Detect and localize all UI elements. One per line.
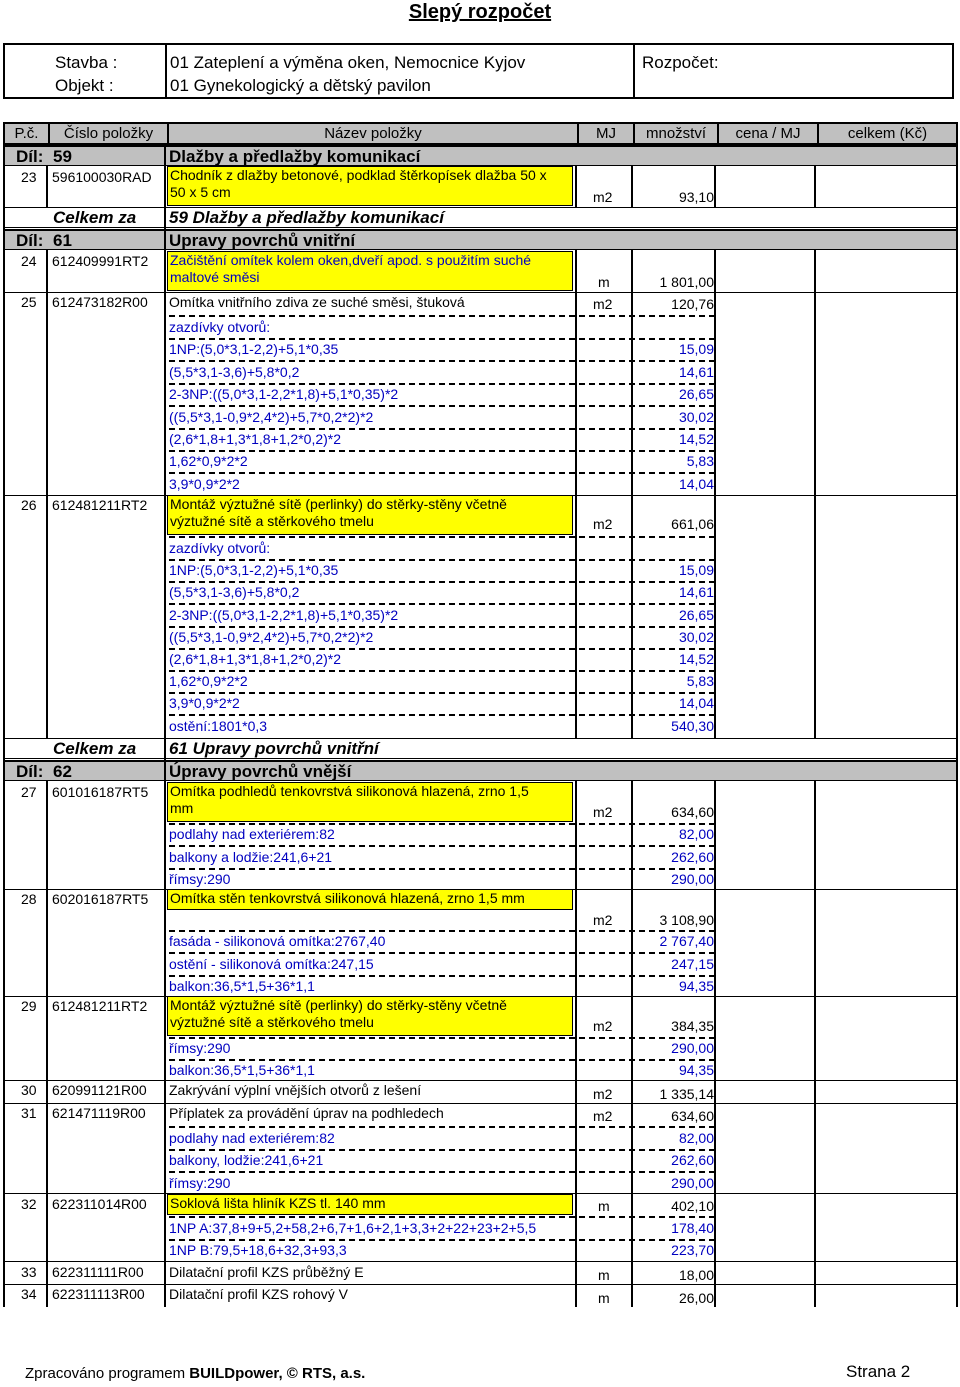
item-mj: m2: [593, 296, 613, 312]
subrow-value: 26,65: [678, 606, 714, 623]
dil-name: Upravy povrchů vnitřní: [169, 231, 356, 250]
section-header-59: [3, 145, 958, 166]
item-code: 596100030RAD: [52, 169, 152, 185]
grid-line: [714, 250, 716, 738]
item-qty: 402,10: [671, 1198, 714, 1214]
dashed-rule: [169, 338, 715, 340]
subrow-value: 223,70: [671, 1242, 714, 1259]
col-mnozstvi: množství: [635, 124, 719, 143]
total-name: 59 Dlažby a předlažby komunikací: [169, 208, 444, 227]
item-desc-line: maltové směsi: [170, 269, 260, 285]
grid-line: [46, 166, 48, 207]
item-mj: m: [598, 274, 610, 290]
subrow-value: 247,15: [671, 955, 714, 972]
dashed-rule: [169, 315, 715, 317]
subrow-formula: (5,5*3,1-3,6)+5,8*0,2: [169, 363, 300, 380]
subrow-formula: římsy:290: [169, 1174, 231, 1191]
subrow-formula: 1,62*0,9*2*2: [169, 673, 248, 690]
subrow-value: 14,52: [678, 651, 714, 667]
grid-line: [814, 781, 816, 1307]
item-mj: m: [598, 1290, 610, 1306]
subrow-formula: balkon:36,5*1,5+36*1,1: [169, 1062, 315, 1078]
subrow-value: 290,00: [671, 1040, 714, 1056]
subrow-formula: (2,6*1,8+1,3*1,8+1,2*0,2)*2: [169, 651, 342, 667]
grid-line: [956, 145, 958, 1307]
grid-line: [814, 166, 816, 207]
item-qty: 18,00: [678, 1267, 714, 1283]
dashed-rule: [169, 360, 715, 362]
grid-line: [631, 781, 633, 1307]
item-code: 622311014R00: [52, 1196, 147, 1212]
item-description: Omítka vnitřního zdiva ze suché směsi, štuková: [169, 294, 465, 310]
item-mj: m2: [593, 516, 613, 532]
item-code: 602016187RT5: [52, 891, 149, 907]
item-desc-line: mm: [170, 800, 194, 816]
subrow-value: 14,61: [678, 363, 714, 380]
item-mj: m2: [593, 804, 613, 820]
subrow-value: 5,83: [686, 673, 714, 690]
footer-company: , © RTS, a.s.: [278, 1365, 366, 1382]
dil-code: 62: [53, 762, 72, 781]
item-description: Soklová lišta hliník KZS tl. 140 mm: [167, 1194, 573, 1215]
col-cislo: Číslo položky: [50, 124, 169, 143]
item-description: Omítka stěn tenkovrstvá silikonová hlazená, zrno 1,5 mm: [167, 889, 573, 910]
dashed-rule: [169, 1059, 715, 1061]
item-code: 612481211RT2: [52, 497, 148, 513]
subrow-formula: 1NP A:37,8+9+5,2+58,2+6,7+1,6+2,1+3,3+2+22+23+2+5,5: [169, 1220, 537, 1236]
grid-line: [46, 781, 48, 1307]
subrow-formula: fasáda - silikonová omítka:2767,40: [169, 933, 386, 949]
subrow-formula: podlahy nad exteriérem:82: [169, 1130, 335, 1146]
item-code: 621471119R00: [52, 1105, 146, 1121]
dashed-rule: [169, 559, 715, 561]
footer-left: [25, 1365, 365, 1382]
dashed-rule: [169, 626, 715, 628]
subrow-value: 30,02: [678, 408, 714, 425]
item-code: 612481211RT2: [52, 998, 148, 1014]
dil-name: Úpravy povrchů vnější: [169, 762, 352, 781]
subrow-value: 262,60: [671, 848, 714, 865]
section-total-59: [3, 207, 958, 228]
dashed-rule: [169, 975, 715, 977]
subrow-value: 290,00: [671, 871, 714, 887]
item-qty: 634,60: [671, 804, 714, 820]
dashed-rule: [169, 1126, 715, 1128]
dashed-rule: [169, 823, 715, 825]
grid-line: [714, 781, 716, 1307]
subrow-value: 82,00: [678, 1130, 714, 1146]
grid-line: [575, 250, 577, 738]
subrow-value: 15,09: [678, 341, 714, 358]
dil-code: 61: [53, 231, 72, 250]
dashed-rule: [169, 1171, 715, 1173]
dashed-rule: [169, 536, 715, 538]
subrow-value: 15,09: [678, 562, 714, 579]
section-total-61: [3, 738, 958, 759]
dashed-rule: [169, 868, 715, 870]
dashed-rule: [169, 1149, 715, 1151]
section-header-61: [3, 229, 958, 250]
item-pc: 34: [21, 1286, 37, 1302]
subrow-value: 540,30: [671, 717, 714, 734]
page-title: Slepý rozpočet: [408, 1, 552, 23]
subrow-value: 26,65: [678, 386, 714, 403]
item-pc: 25: [21, 294, 37, 310]
dashed-rule: [169, 692, 715, 694]
item-description: [167, 996, 573, 1036]
col-celkem: celkem (Kč): [847, 125, 928, 142]
subrow-value: 5,83: [686, 453, 714, 470]
dashed-rule: [169, 472, 715, 474]
rozpocet-label: Rozpočet:: [642, 53, 719, 72]
grid-line: [814, 250, 816, 738]
subrow-formula: 1NP:(5,0*3,1-2,2)+5,1*0,35: [169, 562, 339, 579]
total-name: 61 Upravy povrchů vnitřní: [169, 739, 379, 758]
subrow-formula: ostění:1801*0,3: [169, 717, 268, 734]
grid-line: [575, 166, 577, 207]
subrow-value: 14,04: [678, 475, 714, 492]
dashed-rule: [169, 930, 715, 932]
dashed-rule: [169, 845, 715, 847]
item-description: [167, 782, 573, 822]
dashed-rule: [169, 405, 715, 407]
item-mj: m2: [593, 189, 613, 205]
dashed-rule: [169, 428, 715, 430]
subrow-formula: zazdívky otvorů:: [169, 319, 271, 335]
item-pc: 30: [21, 1082, 37, 1098]
subrow-value: 30,02: [678, 628, 714, 645]
header-box: [3, 43, 954, 99]
subrow-value: 94,35: [678, 978, 714, 994]
dil-label: Díl:: [16, 231, 44, 250]
subrow-formula: 1NP B:79,5+18,6+32,3+93,3: [169, 1242, 347, 1259]
column-header-row: [3, 122, 958, 145]
subrow-formula: 2-3NP:((5,0*3,1-2,2*1,8)+5,1*0,35)*2: [169, 386, 399, 403]
item-desc-line: Chodník z dlažby betonové, podklad štěrkopísek dlažba 50 x: [170, 167, 547, 183]
item-description: Příplatek za provádění úprav na podhledech: [169, 1105, 444, 1121]
item-desc-line: Omítka podhledů tenkovrstvá silikonová hlazená, zrno 1,5: [170, 783, 529, 799]
item-code: 622311113R00: [52, 1286, 145, 1302]
subrow-formula: ostění - silikonová omítka:247,15: [169, 955, 374, 972]
item-pc: 24: [21, 253, 37, 269]
item-desc-line: výztužné sítě a stěrkového tmelu: [170, 513, 374, 529]
subrow-formula: ((5,5*3,1-0,9*2,4*2)+5,7*0,2*2)*2: [169, 408, 374, 425]
item-qty: 93,10: [678, 189, 714, 205]
subrow-value: 290,00: [671, 1174, 714, 1191]
item-qty: 3 108,90: [659, 912, 714, 928]
subrow-value: 14,61: [678, 584, 714, 601]
subrow-formula: (2,6*1,8+1,3*1,8+1,2*0,2)*2: [169, 431, 342, 447]
subrow-formula: 1NP:(5,0*3,1-2,2)+5,1*0,35: [169, 341, 339, 358]
dashed-rule: [169, 603, 715, 605]
item-qty: 634,60: [671, 1108, 714, 1124]
subrow-formula: (5,5*3,1-3,6)+5,8*0,2: [169, 584, 300, 601]
item-mj: m2: [593, 1086, 613, 1102]
header-divider: [633, 45, 635, 97]
item-desc-line: výztužné sítě a stěrkového tmelu: [170, 1014, 374, 1030]
grid-line: [631, 166, 633, 207]
subrow-formula: balkon:36,5*1,5+36*1,1: [169, 978, 315, 994]
item-desc-line: Začištění omítek kolem oken,dveří apod. s použitím suché: [170, 252, 532, 268]
header-divider: [165, 45, 167, 97]
item-code: 612473182R00: [52, 294, 148, 310]
subrow-formula: 2-3NP:((5,0*3,1-2,2*1,8)+5,1*0,35)*2: [169, 606, 399, 623]
subrow-value: 82,00: [678, 826, 714, 842]
item-pc: 28: [21, 891, 37, 907]
item-description: [167, 495, 573, 535]
item-mj: m: [598, 1198, 610, 1214]
item-description: [167, 251, 573, 291]
subrow-formula: římsy:290: [169, 871, 231, 887]
item-code: 620991121R00: [52, 1082, 147, 1098]
item-code: 622311111R00: [52, 1264, 144, 1280]
item-qty: 26,00: [678, 1290, 714, 1306]
grid-line: [575, 781, 577, 1307]
item-pc: 27: [21, 784, 37, 800]
subrow-value: 94,35: [678, 1062, 714, 1078]
item-description: Dilatační profil KZS průběžný E: [169, 1264, 364, 1280]
subrow-value: 14,04: [678, 695, 714, 712]
item-pc: 33: [21, 1264, 37, 1280]
item-qty: 120,76: [671, 296, 714, 312]
grid-line: [46, 250, 48, 738]
col-mj: MJ: [579, 124, 635, 143]
dashed-rule: [169, 952, 715, 954]
item-description: [167, 166, 573, 206]
subrow-formula: 1,62*0,9*2*2: [169, 453, 248, 470]
grid-line: [3, 145, 5, 1307]
dil-label: Díl:: [16, 147, 44, 166]
item-code: 612409991RT2: [52, 253, 149, 269]
page-number: Strana 2: [846, 1362, 911, 1381]
dashed-rule: [169, 581, 715, 583]
item-mj: m: [598, 1267, 610, 1283]
dashed-rule: [169, 1239, 715, 1241]
item-code: 601016187RT5: [52, 784, 149, 800]
item-mj: m2: [593, 912, 613, 928]
item-pc: 23: [21, 169, 37, 185]
grid-line: [164, 145, 166, 1307]
subrow-formula: balkony, lodžie:241,6+21: [169, 1152, 324, 1169]
section-header-62: [3, 760, 958, 781]
dashed-rule: [169, 450, 715, 452]
footer-program: BUILDpower: [189, 1365, 279, 1382]
dashed-rule: [169, 1037, 715, 1039]
objekt-label: Objekt :: [55, 76, 114, 95]
item-pc: 29: [21, 998, 37, 1014]
item-desc-line: 50 x 5 cm: [170, 184, 231, 200]
total-label: Celkem za: [53, 739, 137, 758]
grid-line: [714, 166, 716, 207]
item-qty: 1 801,00: [659, 274, 714, 290]
subrow-formula: balkony a lodžie:241,6+21: [169, 848, 333, 865]
col-nazev: Název položky: [169, 124, 579, 143]
subrow-formula: zazdívky otvorů:: [169, 540, 271, 556]
item-mj: m2: [593, 1108, 613, 1124]
item-pc: 31: [21, 1105, 37, 1121]
col-cena: cena / MJ: [719, 124, 819, 143]
total-label: Celkem za: [53, 208, 137, 227]
dil-name: Dlažby a předlažby komunikací: [169, 147, 421, 166]
subrow-formula: podlahy nad exteriérem:82: [169, 826, 335, 842]
dil-code: 59: [53, 147, 72, 166]
dashed-rule: [169, 714, 715, 716]
grid-line: [631, 250, 633, 738]
dil-label: Díl:: [16, 762, 44, 781]
item-qty: 384,35: [671, 1018, 714, 1034]
dashed-rule: [169, 383, 715, 385]
objekt-value: 01 Gynekologický a dětský pavilon: [170, 76, 431, 95]
item-desc-line: Montáž výztužné sítě (perlinky) do stěrky-stěny včetně: [170, 496, 507, 512]
subrow-value: 262,60: [671, 1152, 714, 1169]
item-qty: 1 335,14: [659, 1086, 714, 1102]
footer-prefix: Zpracováno programem: [25, 1365, 190, 1382]
stavba-value: 01 Zateplení a výměna oken, Nemocnice Kyjov: [170, 53, 526, 72]
dashed-rule: [169, 648, 715, 650]
col-pc: P.č.: [5, 124, 50, 143]
subrow-formula: ((5,5*3,1-0,9*2,4*2)+5,7*0,2*2)*2: [169, 628, 374, 645]
subrow-formula: římsy:290: [169, 1040, 231, 1056]
stavba-label: Stavba :: [55, 53, 118, 72]
dashed-rule: [169, 670, 715, 672]
item-pc: 32: [21, 1196, 37, 1212]
item-pc: 26: [21, 497, 37, 513]
dashed-rule: [169, 1216, 715, 1218]
subrow-formula: 3,9*0,9*2*2: [169, 695, 240, 712]
subrow-formula: 3,9*0,9*2*2: [169, 475, 240, 492]
item-description: Zakrývání výplní vnějších otvorů z lešení: [169, 1082, 422, 1098]
subrow-value: 14,52: [678, 431, 714, 447]
item-desc-line: Montáž výztužné sítě (perlinky) do stěrky-stěny včetně: [170, 997, 507, 1013]
item-description: Dilatační profil KZS rohový V: [169, 1286, 348, 1302]
item-qty: 661,06: [671, 516, 714, 532]
subrow-value: 2 767,40: [659, 933, 714, 949]
item-mj: m2: [593, 1018, 613, 1034]
subrow-value: 178,40: [671, 1220, 714, 1236]
